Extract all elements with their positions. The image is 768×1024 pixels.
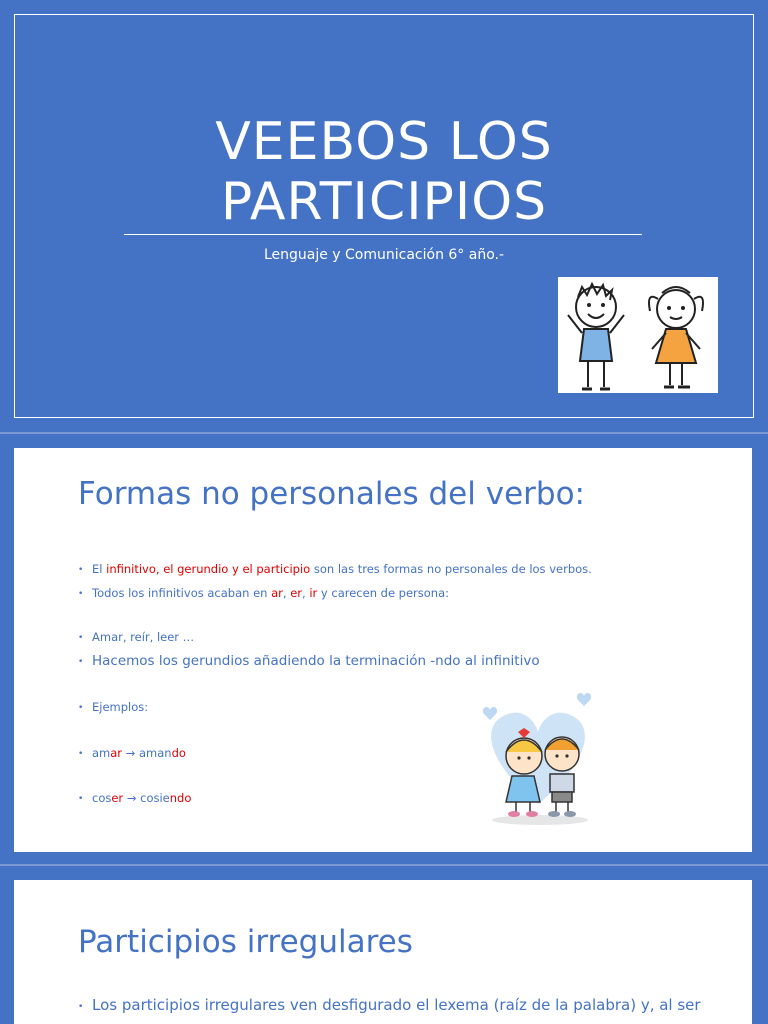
bullet-text: son las tres formas no personales de los verbos. <box>310 562 592 576</box>
slide-card <box>14 448 752 852</box>
bullet-text: El <box>92 562 107 576</box>
bullet-item <box>78 630 194 644</box>
bullet-highlight: infinitivo, el gerundio y el participio <box>106 562 311 576</box>
bullet-item <box>78 700 148 714</box>
kids-cartoon-image <box>558 277 718 393</box>
bullet-dot: • <box>78 1002 84 1012</box>
bullet-dot: • <box>78 657 84 667</box>
slide-separator <box>0 432 768 434</box>
bullet-text: Amar, reír, leer … <box>92 630 195 644</box>
example-ending: do <box>171 746 186 760</box>
bullet-text: Los participios irregulares ven desfigurado el lexema (raíz de la palabra) y, al ser <box>92 996 701 1014</box>
arrow: → <box>123 791 141 805</box>
bullet-dot: • <box>78 633 84 643</box>
arrow: → <box>122 746 139 760</box>
bullet-text: Hacemos los gerundios añadiendo la terminación -ndo al infinitivo <box>92 653 540 669</box>
example-text: cos <box>92 791 112 805</box>
title-line-1: VEEBOS LOS <box>215 112 553 172</box>
bullet-item <box>78 653 540 669</box>
bullet-text: , <box>282 586 291 600</box>
bullet-item <box>78 586 449 600</box>
bullet-highlight: ar <box>271 586 283 600</box>
bullet-dot: • <box>78 794 84 804</box>
slide-card <box>14 880 752 1024</box>
bullet-dot: • <box>78 749 84 759</box>
bullet-dot: • <box>78 589 84 599</box>
bullet-dot: • <box>78 703 84 713</box>
bullet-highlight: er <box>290 586 303 600</box>
bullet-text: y carecen de persona: <box>317 586 450 600</box>
bullet-item <box>78 562 592 576</box>
bullet-text: Todos los infinitivos acaban en <box>92 586 272 600</box>
bullet-text: Ejemplos: <box>92 700 149 714</box>
content-slide-participios <box>0 880 768 1024</box>
slide-heading: Formas no personales del verbo: <box>78 476 585 512</box>
example-text: am <box>92 746 111 760</box>
slide-separator <box>0 864 768 866</box>
slide-title <box>0 112 768 232</box>
slide-heading: Participios irregulares <box>78 924 413 960</box>
example-ending: ar <box>110 746 123 760</box>
bullet-text: , <box>302 586 310 600</box>
hearts-kids-image <box>468 684 608 830</box>
example-text: cosie <box>140 791 170 805</box>
bullet-dot: • <box>78 565 84 575</box>
example-ending: er <box>111 791 124 805</box>
example-item <box>78 791 191 805</box>
example-text: aman <box>138 746 172 760</box>
title-slide <box>0 0 768 432</box>
example-ending: ndo <box>169 791 192 805</box>
title-divider <box>124 234 642 235</box>
bullet-highlight: ir <box>309 586 318 600</box>
bullet-item <box>78 996 701 1014</box>
slide-subtitle: Lenguaje y Comunicación 6° año.- <box>263 247 505 263</box>
example-item <box>78 746 186 760</box>
content-slide-formas <box>0 448 768 852</box>
title-line-2: PARTICIPIOS <box>220 172 548 232</box>
